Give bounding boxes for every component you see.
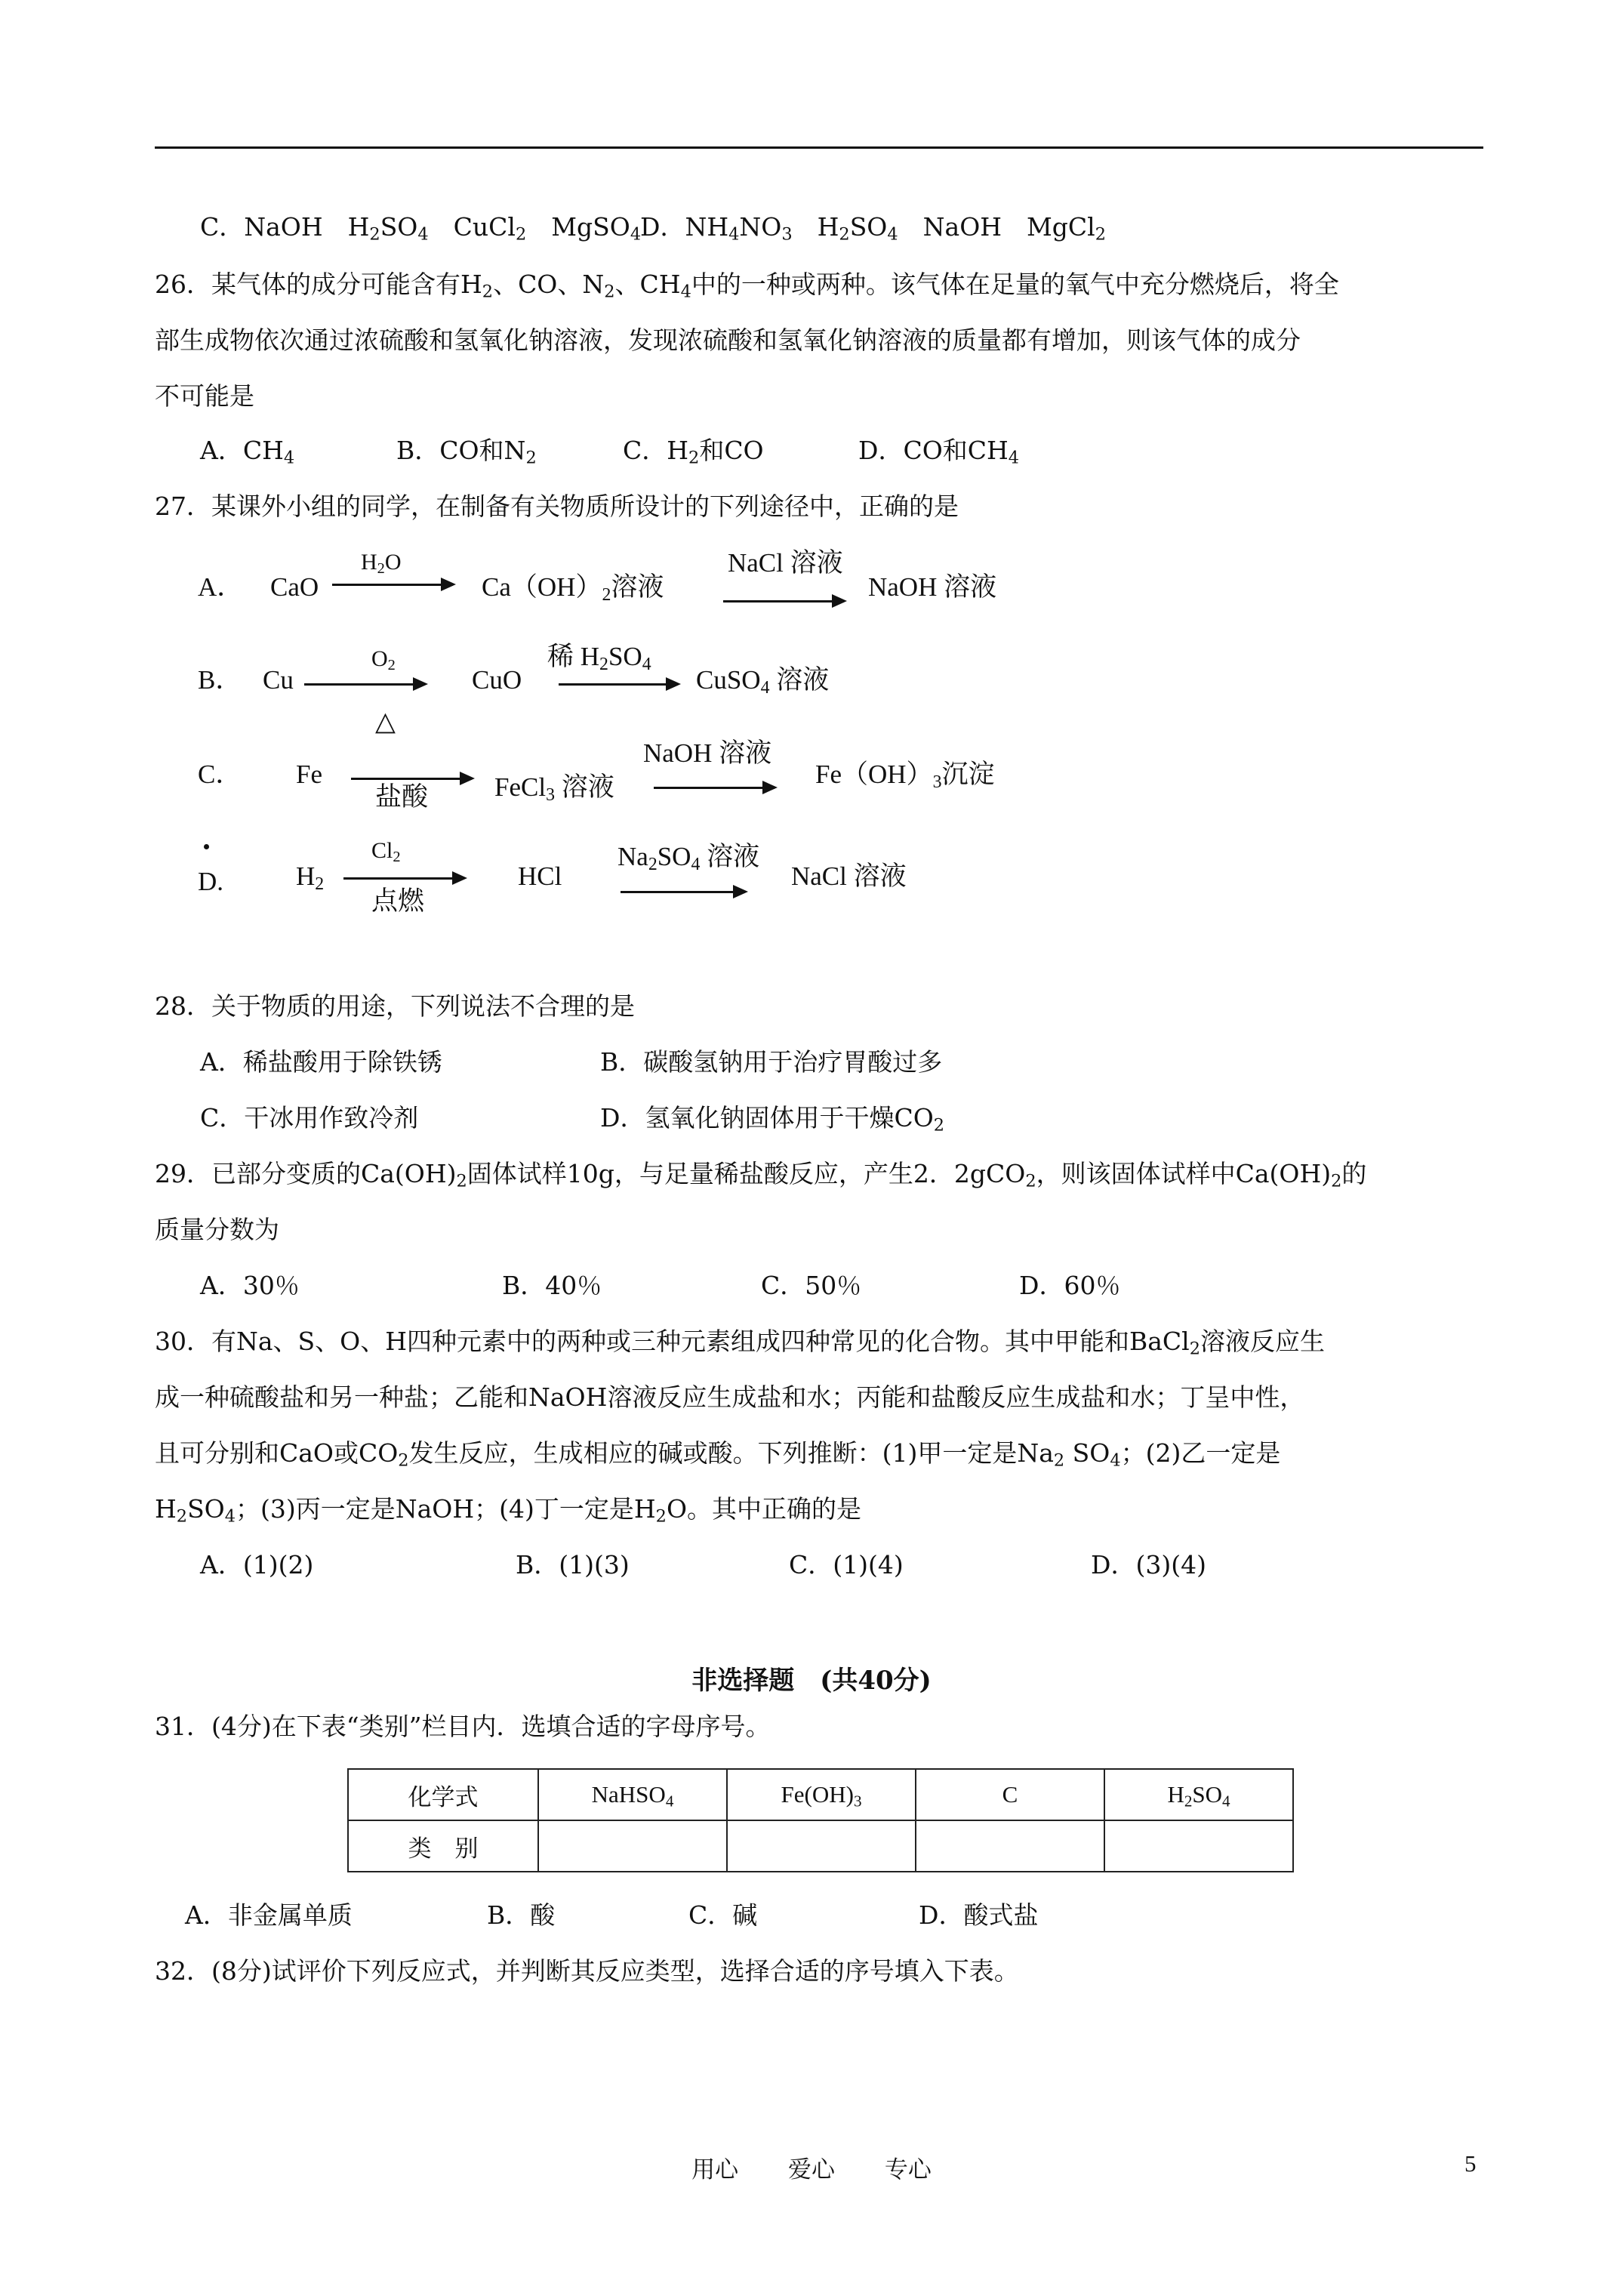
q29-stem-line1: 29．已部分变质的$Ca(OH)_2$固体试样10g，与足量稀盐酸反应，产生2．2gCO$_2$，则该固体试样中$Ca(OH)_2$的 [155,1159,1367,1191]
footer-word: 专心 [884,2156,932,2184]
q28-option-c: C．干冰用作致冷剂 [200,1103,419,1133]
q27d-reactant: $H_2$ [296,861,325,894]
q29-option-b: B．40％ [502,1271,602,1300]
q27d-intermediate: HCl [518,861,562,891]
q25-option-d: D．$NH_4NO_3$ $H_2SO_4$ NaOH MgCl$_2$ [640,212,1107,245]
q28-option-d: D．氢氧化钠固体用于干燥$CO_2$ [600,1103,945,1136]
q27a-product: NaOH 溶液 [868,572,997,602]
q32-stem: 32．(8分)试评价下列反应式，并判断其反应类型，选择合适的序号填入下表。 [155,1956,1019,1986]
q27c-intermediate: FeCl$_3$ 溶液 [494,772,614,805]
q28-stem: 28．关于物质的用途，下列说法不合理的是 [155,991,635,1021]
stray-dot [204,844,209,849]
q27a-label: A． [198,572,244,602]
q31-table [347,1768,1294,1872]
q27d-arrow2 [621,891,745,893]
q27b-label: B． [198,665,242,695]
q26-stem-line3: 不可能是 [155,381,254,411]
q27d-product: NaCl 溶液 [791,861,907,891]
q27b-arrow2-label: 稀 $H_2SO_4$ [547,642,651,674]
footer-word: 爱心 [788,2156,835,2184]
footer-motto [0,2150,1623,2184]
q30-option-c: C．(1)(4) [789,1550,904,1579]
q27c-product: $Fe(OH)_3$沉淀 [815,760,995,792]
q27c-label: C． [198,760,242,789]
table-cell-header: 类 别 [348,1820,538,1872]
table-cell-header: 化学式 [348,1769,538,1820]
footer-word: 用心 [691,2156,739,2184]
q28-option-b: B．碳酸氢钠用于治疗胃酸过多 [600,1047,943,1077]
q26-option-a: A．$CH_4$ [200,436,295,468]
table-cell-answer [1104,1820,1293,1872]
table-cell-answer [916,1820,1104,1872]
q29-option-d: D．60％ [1019,1271,1121,1300]
table-cell-formula: $H_2SO_4$ [1104,1769,1293,1820]
table-cell-formula: $Fe(OH)_3$ [727,1769,916,1820]
page-number: 5 [1464,2150,1477,2177]
table-cell-answer [538,1820,727,1872]
q29-stem-line2: 质量分数为 [155,1215,279,1244]
q31-option-c: C．碱 [688,1900,758,1930]
q27b-arrow1-condition: △ [375,707,396,736]
header-rule [155,146,1483,149]
q27c-reactant: Fe [296,760,322,789]
table-row [348,1820,1293,1872]
q27a-arrow1 [332,584,453,586]
q27d-arrow2-label: $Na_2SO_4$ 溶液 [617,842,760,874]
q27c-arrow1-condition: 盐酸 [375,782,429,812]
q27a-arrow2 [723,600,844,603]
q28-option-a: A．稀盐酸用于除铁锈 [200,1047,442,1077]
section-heading: 非选择题 (共40分) [691,1666,932,1696]
q26-option-b: B．CO和$N_2$ [396,436,537,468]
table-cell-formula: NaHSO$_4$ [538,1769,727,1820]
q27b-intermediate: CuO [472,665,522,695]
q27a-intermediate: $Ca(OH)_2$溶液 [482,572,664,605]
q31-option-b: B．酸 [487,1900,556,1930]
q31-option-a: A．非金属单质 [185,1900,353,1930]
q30-option-d: D．(3)(4) [1091,1550,1206,1579]
table-cell-formula: C [916,1769,1104,1820]
q27b-arrow2 [559,683,678,686]
q30-stem-line3: 且可分别和CaO或$CO_2$发生反应，生成相应的碱或酸。下列推断：(1)甲一定是$Na_2$ $SO_4$；(2)乙一定是 [155,1438,1281,1471]
q29-option-c: C．50％ [761,1271,862,1300]
q27a-arrow1-label: $H_2O$ [361,550,402,578]
q27b-reactant: Cu [263,665,294,695]
q26-stem-line2: 部生成物依次通过浓硫酸和氢氧化钠溶液，发现浓硫酸和氢氧化钠溶液的质量都有增加，则该气体的成分 [155,325,1301,355]
q30-stem-line1: 30．有Na、S、O、H四种元素中的两种或三种元素组成四种常见的化合物。其中甲能和BaCl$_2$溶液反应生 [155,1327,1325,1359]
q27b-product: CuSO$_4$ 溶液 [696,665,830,698]
q27d-label: D. [198,867,224,896]
q26-stem-line1: 26．某气体的成分可能含有$H_2$、CO、$N_2$、$CH_4$中的一种或两种。该气体在足量的氧气中充分燃烧后，将全 [155,270,1339,302]
q27d-arrow1-label: $Cl_2$ [371,838,401,866]
q29-option-a: A．30％ [200,1271,300,1300]
q30-option-b: B．(1)(3) [516,1550,630,1579]
q30-stem-line4: $H_2SO_4$；(3)丙一定是NaOH；(4)丁一定是$H_2O$。其中正确的是 [155,1494,862,1527]
q27c-arrow1 [351,778,472,780]
q27b-arrow1-label: $O_2$ [371,646,396,674]
q26-option-c: C．$H_2$和CO [623,436,764,468]
q31-stem: 31．(4分)在下表“类别”栏目内．选填合适的字母序号。 [155,1712,771,1741]
q25-option-c: C．NaOH $H_2SO_4$ CuCl$_2$ MgSO$_4$ [200,212,642,245]
q30-stem-line2: 成一种硫酸盐和另一种盐；乙能和NaOH溶液反应生成盐和水；丙能和盐酸反应生成盐和水；丁呈中性， [155,1382,1305,1412]
q26-option-d: D．CO和$CH_4$ [858,436,1020,468]
q27a-reactant: CaO [270,572,319,602]
q30-option-a: A．(1)(2) [200,1550,314,1579]
q27d-arrow1 [343,877,464,880]
q27-stem: 27．某课外小组的同学，在制备有关物质所设计的下列途径中，正确的是 [155,492,959,521]
table-row [348,1769,1293,1820]
q27a-arrow2-label: NaCl 溶液 [728,548,843,578]
q27c-arrow2 [654,787,775,789]
table-cell-answer [727,1820,916,1872]
q31-option-d: D．酸式盐 [919,1900,1039,1930]
q27d-arrow1-condition: 点燃 [371,886,425,916]
q27c-arrow2-label: NaOH 溶液 [643,738,772,768]
q27b-arrow1 [304,683,425,686]
